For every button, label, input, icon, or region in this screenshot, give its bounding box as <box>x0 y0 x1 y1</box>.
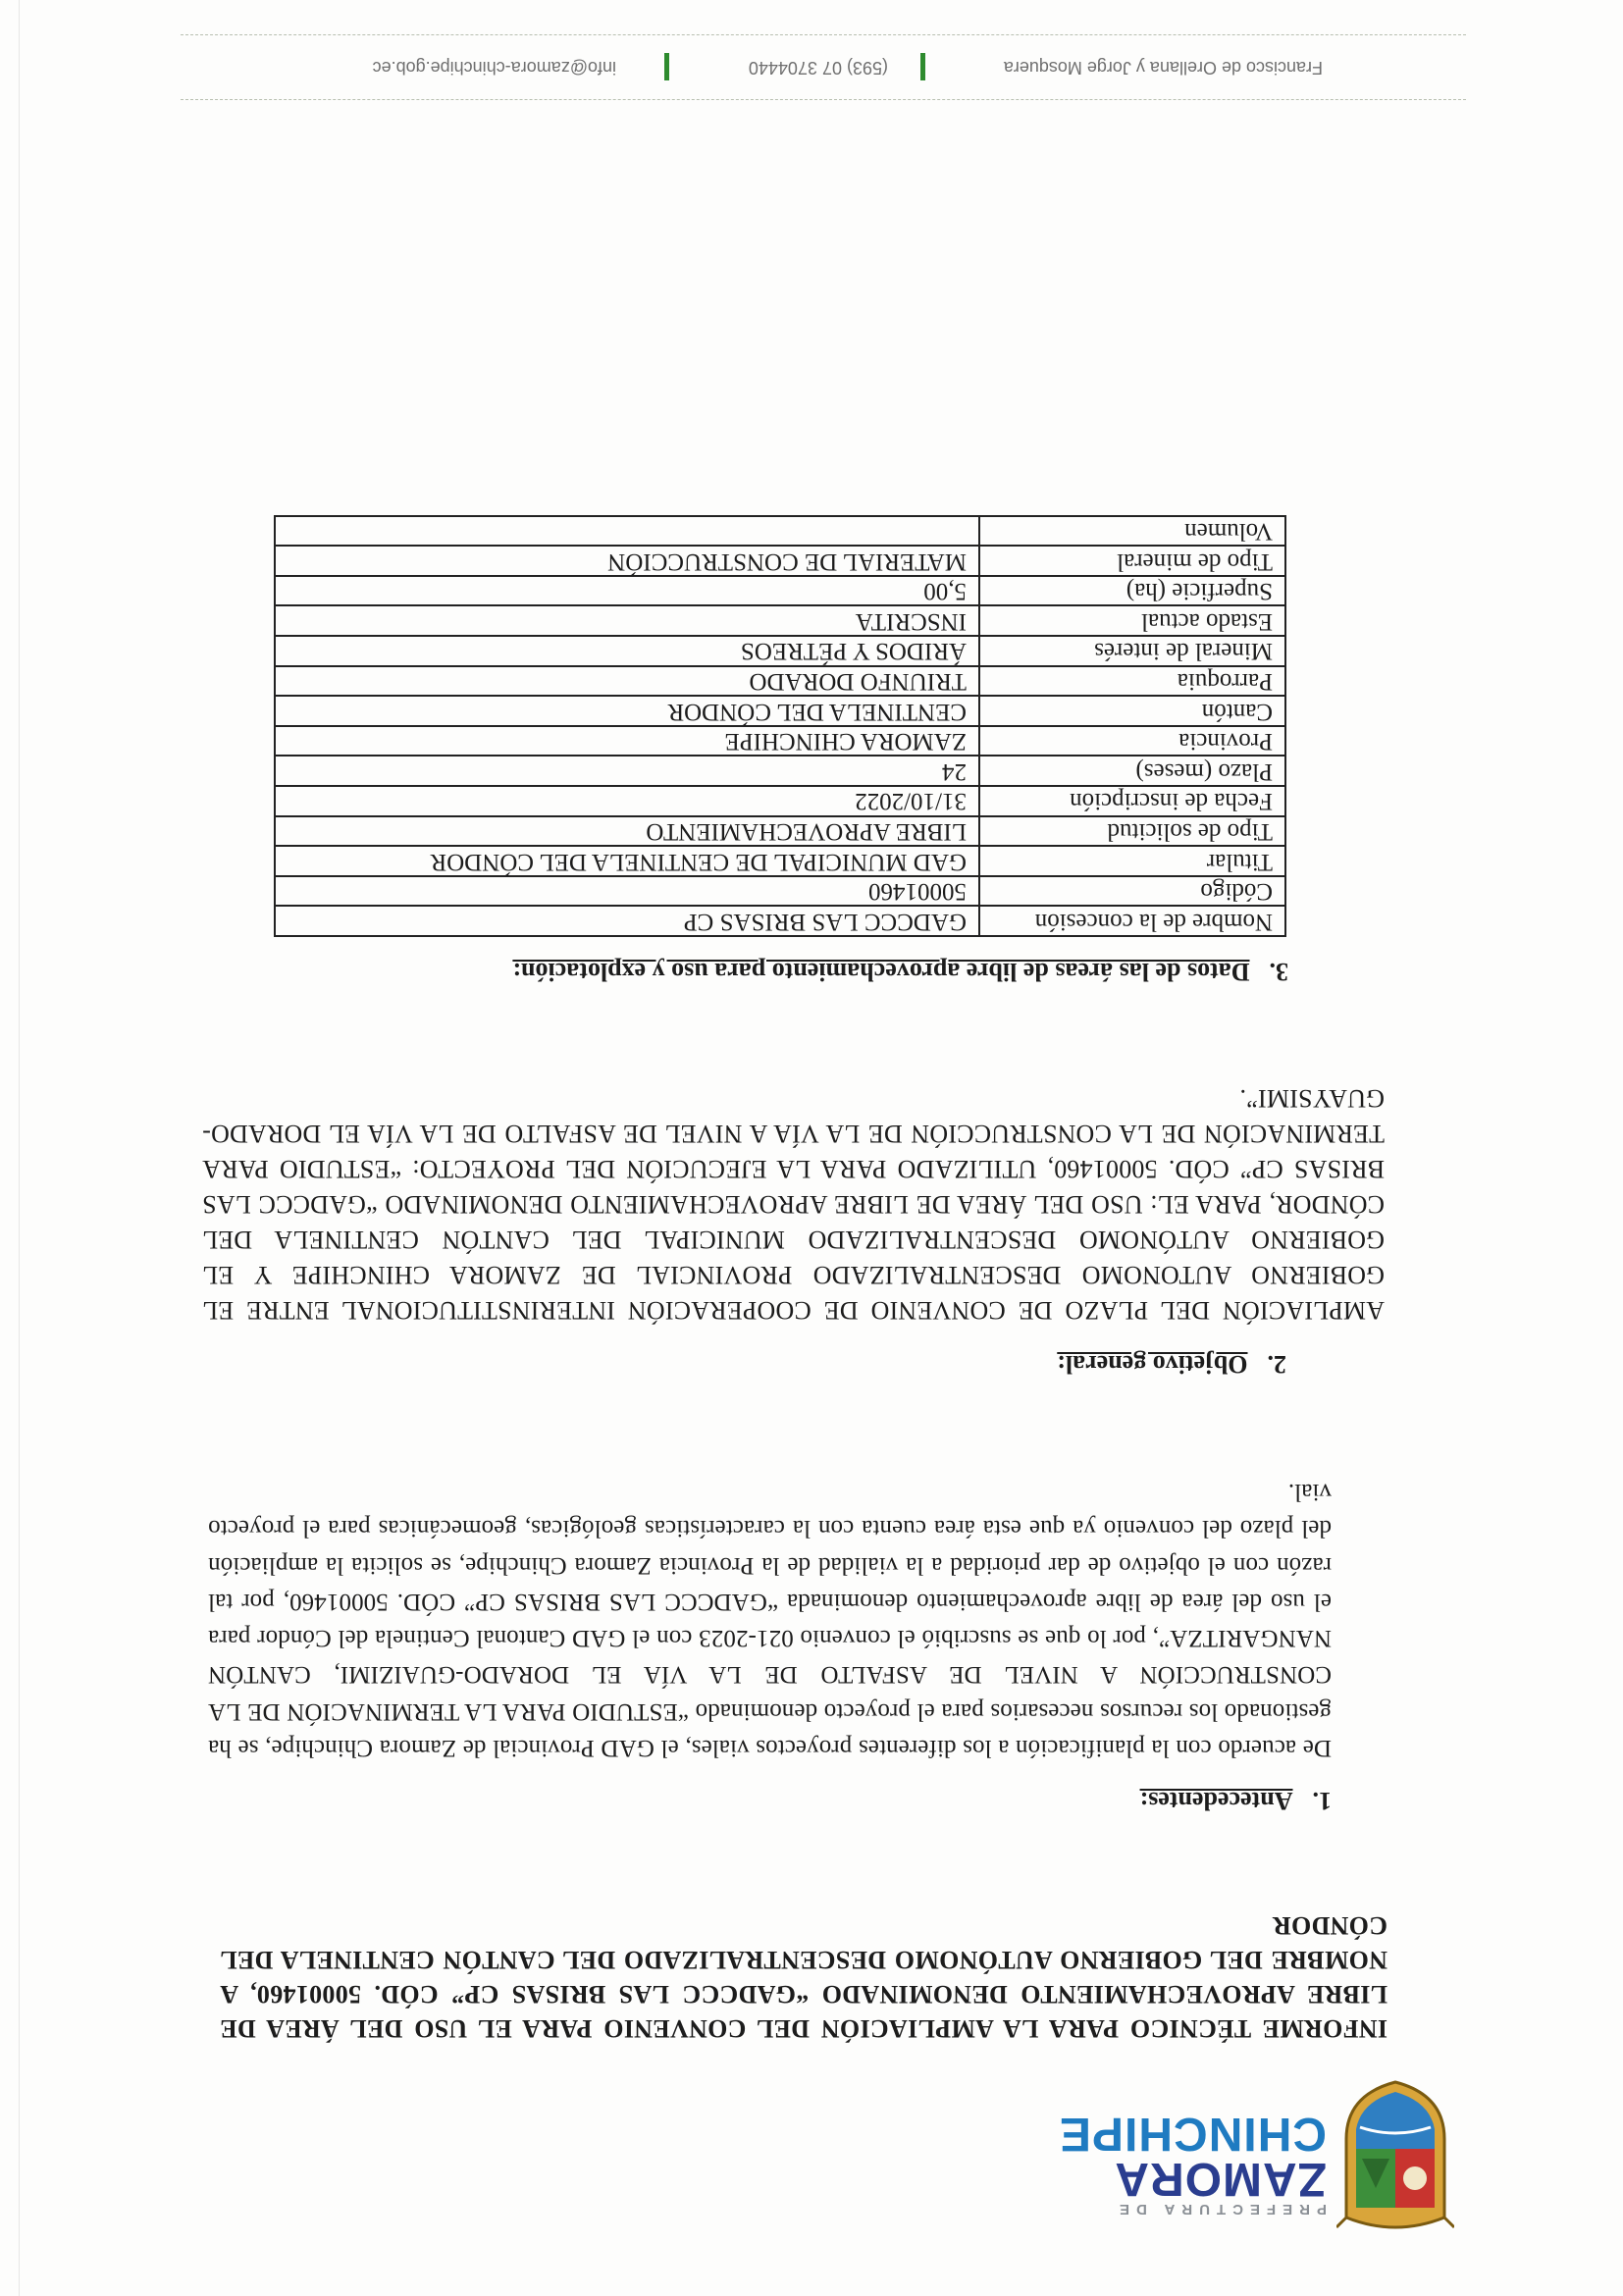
table-field-label: Tipo de solicitud <box>979 816 1285 847</box>
section-number: 2. <box>1267 1350 1286 1379</box>
footer-email: info@zamora-chinchipe.gob.ec <box>372 58 616 78</box>
document-title: INFORME TÉCNICO PARA LA AMPLIACIÓN DEL CONVENIO PARA EL USO DEL ÁREA DE LIBRE APROVECHAMIENTO DENOMINADO “GADCCC LAS BRISAS CP” CÓD. 50001460, A NOMBRE DEL GOBIERNO AUTÓNOMO DESCENTRALIZADO DEL CANTÓN CENTINELA DEL CÓNDOR <box>220 1911 1387 2043</box>
table-field-label: Mineral de interés <box>979 636 1285 666</box>
section-label: Objetivo general: <box>1057 1350 1248 1379</box>
table-field-label: Fecha de inscripción <box>979 786 1285 816</box>
footer-divider <box>181 99 1466 100</box>
table-row <box>275 906 1285 936</box>
scan-edge-line <box>19 0 20 2296</box>
section-number: 3. <box>1269 958 1288 986</box>
table-field-value: MATERIAL DE CONSTRUCCIÓN <box>275 546 979 576</box>
table-field-label: Código <box>979 876 1285 907</box>
table-field-label: Provincia <box>979 726 1285 757</box>
table-field-value: 24 <box>275 756 979 786</box>
table-field-value: 31/10/2022 <box>275 786 979 816</box>
table-field-value: 5,00 <box>275 576 979 606</box>
table-field-value: LIBRE APROVECHAMIENTO <box>275 816 979 847</box>
table-row <box>275 516 1285 547</box>
table-field-value: CENTINELA DEL CÓNDOR <box>275 696 979 726</box>
table-field-value: ZAMORA CHINCHIPE <box>275 726 979 757</box>
provincial-crest-icon <box>1336 2080 1454 2237</box>
table-field-label: Plazo (meses) <box>979 756 1285 786</box>
table-row <box>275 816 1285 847</box>
table-field-value: TRIUNFO DORADO <box>275 666 979 697</box>
concession-data-table <box>274 515 1286 937</box>
section-label: Antecedentes: <box>1139 1787 1293 1815</box>
table-row <box>275 756 1285 786</box>
footer-separator <box>920 53 925 80</box>
table-field-label: Estado actual <box>979 605 1285 636</box>
logo-prefix-text: PREFECTURA DE <box>1113 2201 1327 2218</box>
table-field-value <box>275 516 979 547</box>
table-field-value: GAD MUNICIPAL DE CENTINELA DEL CÓNDOR <box>275 846 979 876</box>
table-row <box>275 726 1285 757</box>
section-number: 1. <box>1312 1787 1332 1815</box>
footer-separator <box>664 53 669 80</box>
table-row <box>275 846 1285 876</box>
logo-chinchipe-text: CHINCHIPE <box>1058 2108 1327 2160</box>
table-field-value: 50001460 <box>275 876 979 907</box>
table-row <box>275 636 1285 666</box>
footer-contact <box>184 51 1323 80</box>
section-1-heading <box>1140 1786 1332 1815</box>
prefecture-logo <box>767 2070 1454 2237</box>
table-row <box>275 876 1285 907</box>
table-field-value: GADCCC LAS BRISAS CP <box>275 906 979 936</box>
footer-address: Francisco de Orellana y Jorge Mosquera <box>1003 58 1323 78</box>
table-field-value: INSCRITA <box>275 605 979 636</box>
table-field-label: Parroquia <box>979 666 1285 697</box>
table-field-label: Tipo de mineral <box>979 546 1285 576</box>
table-row <box>275 546 1285 576</box>
section-label: Datos de las áreas de libre aprovechamiento para uso y explotación: <box>512 958 1250 986</box>
table-row <box>275 786 1285 816</box>
table-row <box>275 605 1285 636</box>
table-field-label: Volumen <box>979 516 1285 547</box>
footer-divider <box>181 34 1466 35</box>
objetivo-paragraph: AMPLIACIÓN DEL PLAZO DE CONVENIO DE COOPERACIÓN INTERINSTITUCIONAL ENTRE EL GOBIERNO AUTONOMO DESCENTRALIZADO PROVINCIAL DE ZAMORA CHINCHIPE Y EL GOBIERNO AUTÓNOMO DESCENTRALIZADO MUNICIPAL DEL CANTÓN CENTINELA DEL CÓNDOR, PARA EL: USO DEL ÁREA DE LIBRE APROVECHAMIENTO DENOMINADO “GADCCC LAS BRISAS CP” CÓD. 50001460, UTILIZADO PARA LA EJECUCIÓN DEL PROYECTO: “ESTUDIO PARA TERMINACIÓN DE LA CONSTRUCCIÓN DE LA VÍA A NIVEL DE ASFALTO DE LA VÍA EL DORADO-GUAYSIMI”. <box>202 1084 1385 1325</box>
table-field-label: Nombre de la concesión <box>979 906 1285 936</box>
table-field-label: Superficie (ha) <box>979 576 1285 606</box>
table-field-label: Cantón <box>979 696 1285 726</box>
antecedentes-paragraph: De acuerdo con la planificación a los diferentes proyectos viales, el GAD Provincial de Zamora Chinchipe, se ha gestionado los recursos necesarios para el proyecto denominado “ESTUDIO PARA LA TERMINACIÓN DE LA CONSTRUCCIÓN A NIVEL DE ASFALTO DE LA VÍA EL DORADO-GUAIZIMI, CANTÓN NANGARITZA”, por lo que se suscribió el convenio 021-2023 con el GAD Cantonal Centinela del Cóndor para el uso del área de libre aprovechamiento denominada “GADCCC LAS BRISAS CP” CÓD. 50001460, por tal razón con el objetivo de dar prioridad a la vialidad de la Provincia Zamora Chinchipe, se solicita la ampliación del plazo del convenio ya que esta área cuenta con la características geológicas, geomecánicas para el proyecto vial. <box>208 1478 1332 1761</box>
footer-phone: (593) 07 3704440 <box>748 58 888 78</box>
logo-zamora-text: ZAMORA <box>1114 2153 1327 2205</box>
table-field-value: ÁRIDOS Y PÉTREOS <box>275 636 979 666</box>
section-2-heading <box>1057 1349 1286 1379</box>
section-3-heading <box>512 957 1288 986</box>
table-row <box>275 576 1285 606</box>
table-row <box>275 696 1285 726</box>
table-field-label: Titular <box>979 846 1285 876</box>
table-row <box>275 666 1285 697</box>
